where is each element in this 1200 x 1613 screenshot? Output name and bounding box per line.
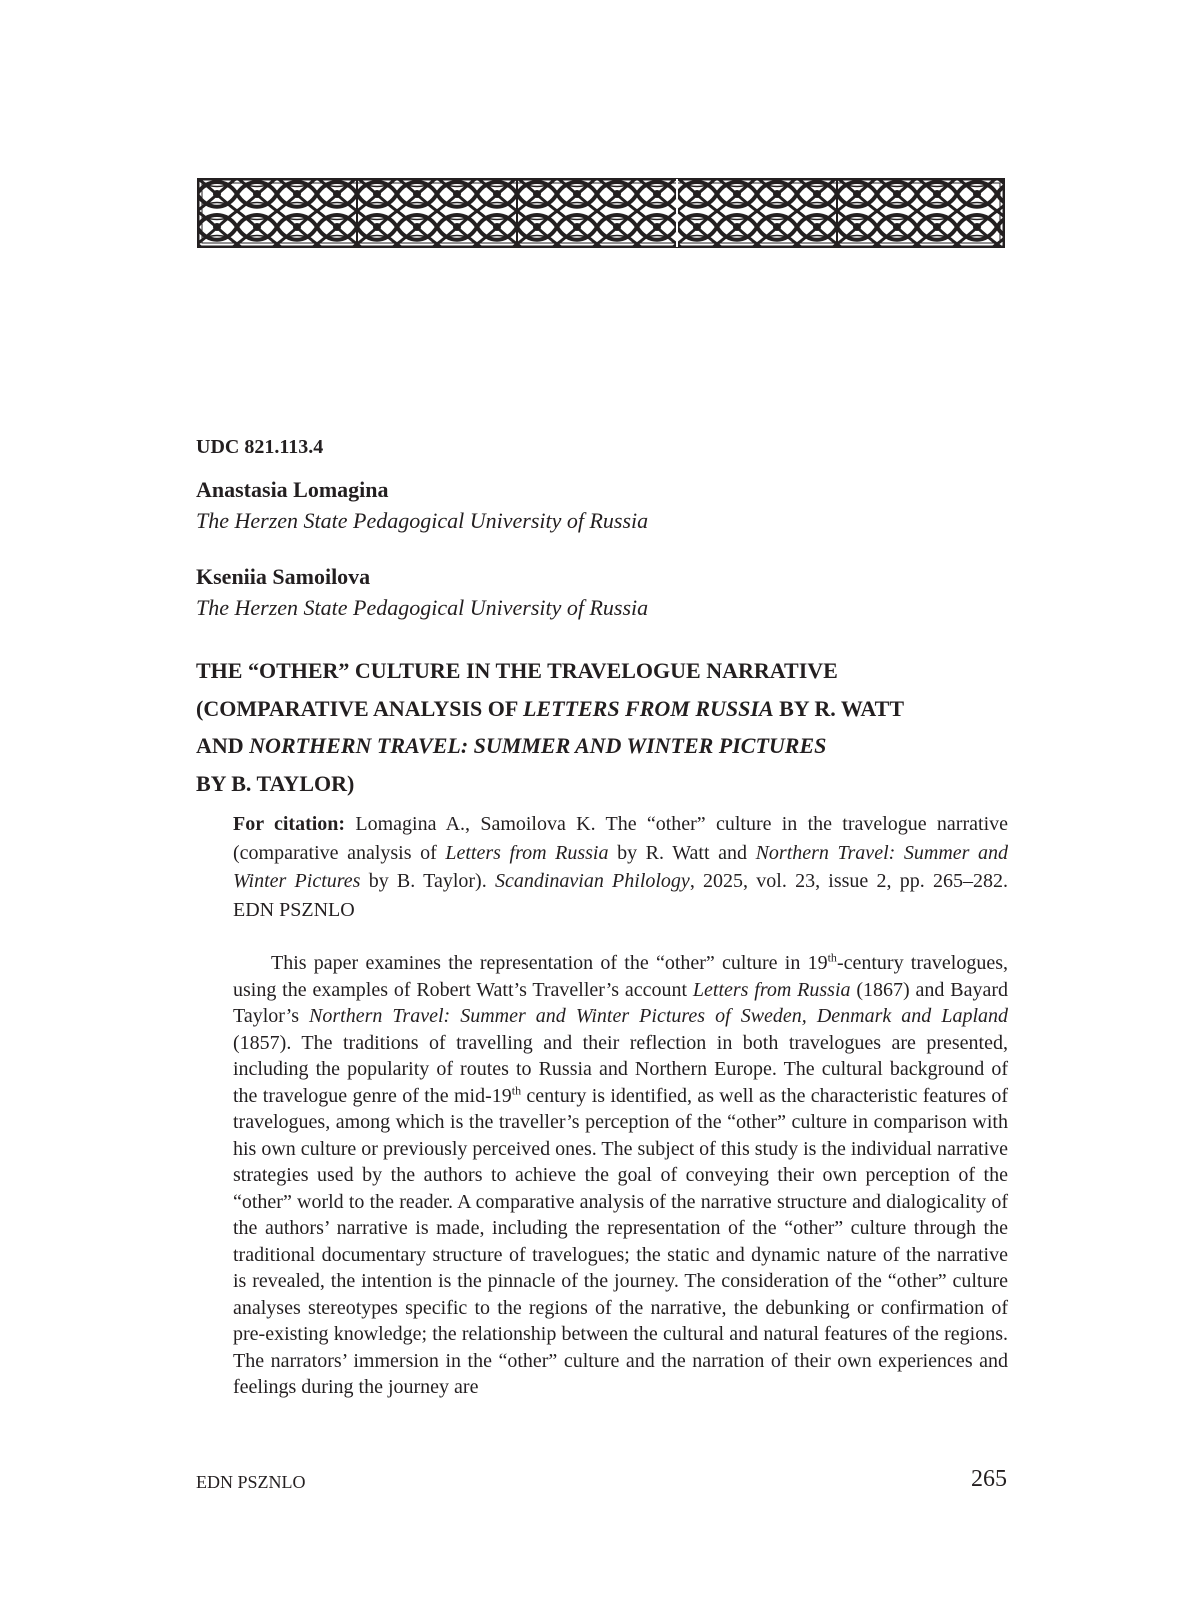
author-name-1: Anastasia Lomagina [196,477,389,502]
citation-block: For citation: Lomagina A., Samoilova K. The “other” culture in the travelogue narrative (comparative analysis of Letters from Russia by R. Watt and Northern Travel: Summer and Winter Pictures by B. Taylor). Scandinavian Philology, 2025, vol. 23, issue 2, pp. 265–282. EDN PSZNLO [233,813,1009,921]
article-title [196,652,1016,802]
author-affiliation-1: The Herzen State Pedagogical University of Russia [196,508,649,533]
citation-label: For citation: [233,813,346,835]
author-affiliation-2: The Herzen State Pedagogical University of Russia [196,595,649,620]
abstract-block [233,950,1008,1401]
title-line-1: THE “OTHER” CULTURE IN THE TRAVELOGUE NARRATIVE [196,658,838,683]
title-line-2: (COMPARATIVE ANALYSIS OF LETTERS FROM RUSSIA BY R. WATT [196,695,905,721]
author-name-2: Kseniia Samoilova [196,564,371,589]
title-line-3: AND NORTHERN TRAVEL: SUMMER AND WINTER PICTURES [196,733,827,758]
title-line-4: BY B. TAYLOR) [196,770,355,796]
abstract-paragraph: This paper examines the representation of the “other” culture in 19th-century travelogues, using the examples of Robert Watt’s Traveller’s account Letters from Russia (1867) and Bayard Taylor’s Northern Travel: Summer and Winter Pictures of Sweden, Denmark and Lapland (1857). The traditions of travelling and their reflection in both travelogues are presented, including the popularity of routes to Russia and Northern Europe. The cultural background of the travelogue genre of the mid-19th century is identified, as well as the characteristic features of travelogues, among which is the traveller’s perception of the “other” culture in comparison with his own culture or previously perceived ones. The subject of this study is the individual narrative strategies used by the authors to achieve the goal of conveying their own perception of the “other” world to the reader. A comparative analysis of the narrative structure and dialogicality of the authors’ narrative is made, including the representation of the “other” culture through the traditional documentary structure of travelogues; the static and dynamic nature of the narrative is revealed, the intention is the pinnacle of the journey. The consideration of the “other” culture analyses stereotypes specific to the regions of the narrative, the debunking or confirmation of pre-existing knowledge; the relationship between the cultural and natural features of the regions. The narrators’ immersion in the “other” culture and the narration of their own experiences and feelings during the journey are [233,950,1009,1398]
footer-edn: EDN PSZNLO [196,1472,306,1492]
decorative-knotwork-banner [197,178,1005,248]
udc-code: UDC 821.113.4 [196,436,324,458]
page-number: 265 [971,1466,1007,1492]
